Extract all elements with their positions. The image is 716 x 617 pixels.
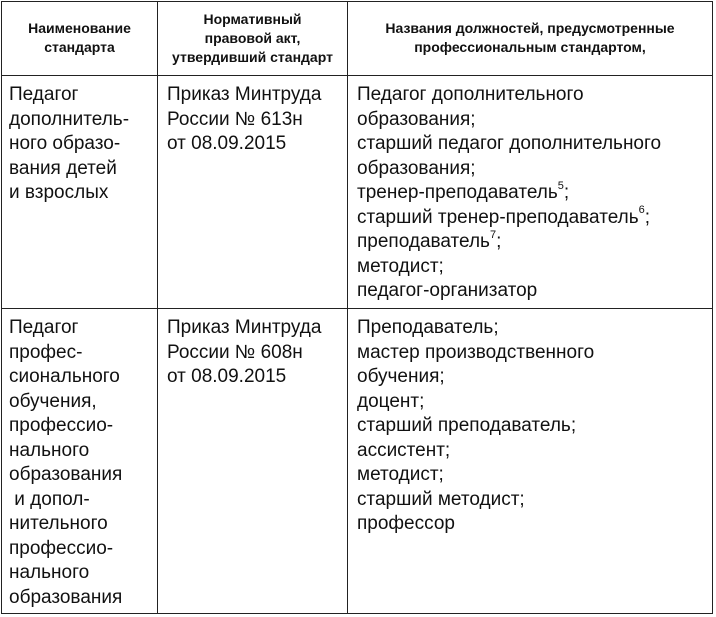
text-line: профес-: [9, 341, 83, 363]
position-line: тренер-преподаватель$^5$;: [357, 179, 570, 203]
text-line: России № 608н: [167, 341, 303, 363]
row1-legal-act: [167, 83, 321, 157]
text-line: ного образо-: [9, 133, 121, 154]
position-line: старший методист;: [357, 488, 525, 510]
text-line: вания детей: [9, 157, 117, 179]
position-line: ассистент;: [357, 439, 451, 461]
position-line: старший тренер-преподаватель$^6$;: [357, 204, 651, 228]
position-line: обучения;: [357, 366, 445, 387]
text-line: Педагог: [9, 84, 79, 105]
footnote-ref: 5: [557, 179, 564, 192]
header-divider: [2, 75, 712, 76]
row-divider: [2, 308, 712, 309]
position-line: образования;: [357, 108, 476, 130]
position-line: методист;: [357, 255, 444, 277]
header-standard-name: [2, 19, 157, 57]
text-line: обучения,: [9, 390, 97, 412]
footnote-ref: 7: [489, 228, 497, 241]
text-line: от 08.09.2015: [167, 133, 287, 154]
text-line: профессио-: [9, 415, 114, 436]
text-line: нительного: [9, 513, 108, 534]
text-line: Педагог: [9, 317, 79, 338]
header-line: стандарта: [44, 39, 115, 55]
text-line: Приказ Минтруда: [167, 317, 322, 338]
position-line: преподаватель$^7$;: [357, 228, 502, 252]
row1-positions: [357, 83, 661, 304]
text-line: образования: [9, 464, 123, 485]
row2-standard-name: [9, 316, 122, 610]
position-line: мастер производственного: [357, 341, 595, 363]
text-line: и взрослых: [9, 182, 109, 203]
header-line: утвердивший стандарт: [172, 49, 333, 65]
text-line: нального: [9, 439, 90, 461]
header-line: профессиональным стандартом,: [414, 39, 646, 55]
position-line: методист;: [357, 464, 444, 485]
position-line: Педагог дополнительного: [357, 84, 584, 105]
text-line: от 08.09.2015: [167, 366, 287, 387]
row2-positions: [357, 316, 594, 537]
header-line: Названия должностей, предусмотренные: [385, 20, 675, 36]
position-line: профессор: [357, 513, 455, 534]
text-line: профессио-: [9, 537, 114, 559]
position-line: доцент;: [357, 390, 425, 412]
text-line: Приказ Минтруда: [167, 84, 322, 105]
text-line: сионального: [9, 366, 120, 387]
header-legal-act: [158, 10, 347, 67]
text-line: нального: [9, 562, 90, 583]
header-line: Нормативный: [203, 11, 302, 27]
text-line: и допол-: [9, 488, 90, 510]
position-line: педагог-организатор: [357, 280, 538, 301]
row2-legal-act: [167, 316, 321, 390]
position-line: Преподаватель;: [357, 317, 499, 338]
position-line: старший педагог дополнительного: [357, 133, 662, 154]
text-line: образования: [9, 586, 123, 608]
text-line: России № 613н: [167, 108, 303, 130]
position-line: старший преподаватель;: [357, 415, 577, 436]
footnote-ref: 6: [638, 204, 645, 217]
standards-table: [1, 1, 713, 614]
header-line: Наименование: [28, 20, 131, 36]
text-line: дополнитель-: [9, 108, 130, 130]
header-position-names: [348, 19, 712, 57]
header-line: правовой акт,: [204, 30, 301, 46]
position-line: образования;: [357, 157, 476, 179]
row1-standard-name: [9, 83, 129, 206]
